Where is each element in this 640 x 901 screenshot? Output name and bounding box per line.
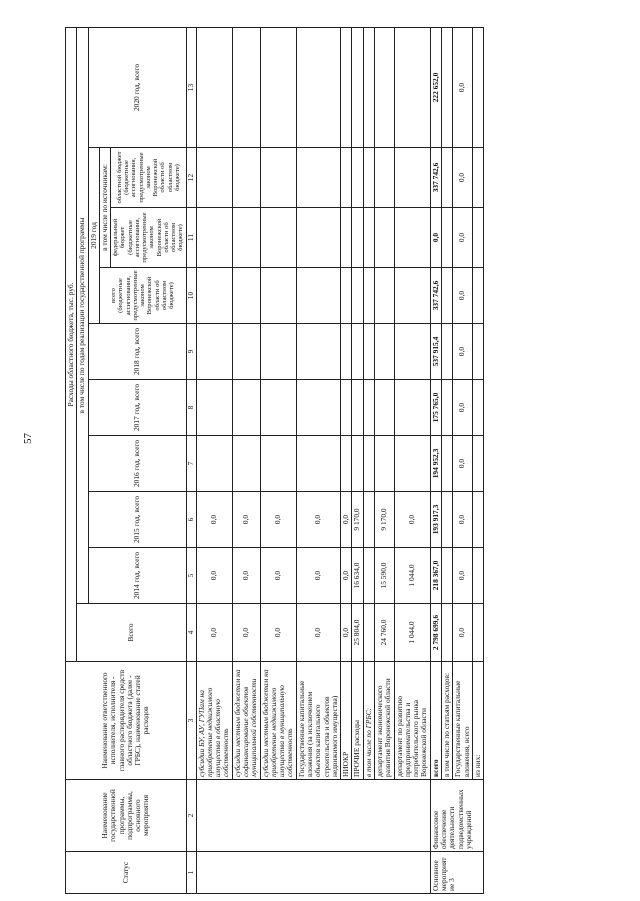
col-num: 10	[186, 268, 196, 324]
row-label: Государственные капитальные вложения (за исключением объектов капитального строительства и объектов недвижимого имущества)	[296, 662, 340, 780]
budget-table	[65, 27, 484, 894]
cell-2016: 194 952,3	[430, 436, 441, 492]
cell-2019-regional: 0,0	[453, 148, 473, 208]
header-2017: 2017 год, всего	[88, 380, 186, 436]
cell-2015: 0,0	[453, 492, 473, 548]
cell-2015: 0,0	[232, 492, 260, 548]
col-num: 1	[186, 852, 196, 894]
rotated-table-page	[65, 28, 625, 894]
main-event-total-row	[430, 28, 441, 894]
cell-total: 24 760,0	[374, 604, 394, 662]
cell-2018: 537 915,4	[430, 324, 441, 380]
cell-2014: 218 367,0	[430, 548, 441, 604]
header-2018: 2018 год, всего	[88, 324, 186, 380]
cell-total: 25 804,0	[352, 604, 363, 662]
row-label: Государственные капитальные вложения, всего	[453, 662, 473, 780]
cell-2015: 9 170,0	[352, 492, 363, 548]
header-regional: областной бюджет (бюджетные ассигнования, предусмотренные законом Воронежской области об областном бюджете)	[111, 148, 187, 208]
header-program-name: Наименование государственной программы, подпрограммы, основного мероприятия	[66, 780, 187, 852]
col-num: 8	[186, 380, 196, 436]
cell-total: 2 798 699,6	[430, 604, 441, 662]
row-label: в том числе по статьям расходов:	[441, 662, 452, 780]
cell-2016: 0,0	[453, 436, 473, 492]
table-row	[394, 28, 430, 894]
table-row	[341, 28, 352, 894]
cell-2014: 1 044,0	[394, 548, 430, 604]
cell-2014: 0,0	[260, 548, 296, 604]
header-2019-total: всего (бюджетные ассигнования, предусмотренные законом Воронежской области об областном бюджете)	[99, 268, 186, 324]
table-body	[196, 28, 483, 894]
header-2019: 2019 год	[88, 148, 99, 324]
cell-total: 0,0	[260, 604, 296, 662]
row-label: департамент по развитию предпринимательства и потребительского рынка Воронежской области	[394, 662, 430, 780]
cell-2015: 0,0	[196, 492, 232, 548]
cell-2020: 222 652,0	[430, 28, 441, 148]
cell-2015: 0,0	[341, 492, 352, 548]
col-num: 6	[186, 492, 196, 548]
cell-2014: 0,0	[196, 548, 232, 604]
row-label: субсидии местным бюджетам на приобретение недвижимого имущества в муниципальную собственность	[260, 662, 296, 780]
col-num: 9	[186, 324, 196, 380]
cell-2019-federal: 0,0	[430, 208, 441, 268]
cell-2014: 0,0	[232, 548, 260, 604]
table-row	[472, 28, 483, 894]
header-status: Статус	[66, 852, 187, 894]
cell-2017: 0,0	[453, 380, 473, 436]
col-num: 11	[186, 208, 196, 268]
cell-2018: 0,0	[453, 324, 473, 380]
header-expenses-title: Расходы областного бюджета, тыс. руб.	[66, 28, 77, 662]
cell-2015: 193 917,3	[430, 492, 441, 548]
cell-total: 0,0	[232, 604, 260, 662]
cell-total: 0,0	[341, 604, 352, 662]
col-num: 4	[186, 604, 196, 662]
cell-2014: 0,0	[341, 548, 352, 604]
table-row	[296, 28, 340, 894]
cell-2020: 0,0	[453, 28, 473, 148]
row-label: ПРОЧИЕ расходы	[352, 662, 363, 780]
cell-total: 0,0	[296, 604, 340, 662]
header-federal: федеральный бюджет (бюджетные ассигнования, предусмотренные законом Воронежской области об областном бюджете)	[111, 208, 187, 268]
main-event-name: Финансовое обеспечение деятельности подведомственных учреждений	[430, 780, 483, 852]
row-label: субсидии БУ, АУ, ГУПам на приобретение недвижимого имущества в областную собственность	[196, 662, 232, 780]
table-row	[453, 28, 473, 894]
cell-total: 0,0	[453, 604, 473, 662]
table-row	[232, 28, 260, 894]
header-by-years: в том числе по годам реализации государственной программы	[77, 28, 88, 604]
header-2015: 2015 год, всего	[88, 492, 186, 548]
header-by-sources: в том числе по источникам:	[99, 148, 110, 268]
row-label: НИОКР	[341, 662, 352, 780]
col-num: 13	[186, 28, 196, 148]
column-number-row	[186, 28, 196, 894]
table-row	[363, 28, 374, 894]
col-num: 7	[186, 436, 196, 492]
cell-2015: 9 170,0	[374, 492, 394, 548]
header-total: Всего	[77, 604, 186, 662]
cell-total: 0,0	[196, 604, 232, 662]
cell-total: 1 044,0	[394, 604, 430, 662]
cell-2017: 175 765,0	[430, 380, 441, 436]
row-label: из них:	[472, 662, 483, 780]
main-event-status: Основное мероприятие 3	[430, 852, 483, 894]
page-number: 57	[22, 433, 34, 444]
main-event-total-label: всего	[430, 662, 441, 780]
cell-2019-regional: 337 742,6	[430, 148, 441, 208]
cell-2015: 0,0	[260, 492, 296, 548]
row-label: субсидии местным бюджетам на софинансирование объектов муниципальной собственности	[232, 662, 260, 780]
col-num: 3	[186, 662, 196, 780]
row-label: департамент экономического развития Воронежской области	[374, 662, 394, 780]
table-row	[352, 28, 363, 894]
header-2014: 2014 год, всего	[88, 548, 186, 604]
table-row	[441, 28, 452, 894]
col-num: 2	[186, 780, 196, 852]
cell-2014: 15 590,0	[374, 548, 394, 604]
col-num: 5	[186, 548, 196, 604]
header-executor: Наименование ответственного исполнителя, исполнителя - главного распорядителя средств областного бюджета (далее - ГРБС), наименование статей расходов	[66, 662, 187, 780]
row-label: в том числе по ГРБС:	[363, 662, 374, 780]
cell-2015: 0,0	[394, 492, 430, 548]
cell-2019-federal: 0,0	[453, 208, 473, 268]
cell-2014: 0,0	[296, 548, 340, 604]
cell-2019-total: 0,0	[453, 268, 473, 324]
col-num: 12	[186, 148, 196, 208]
cell-2014: 0,0	[453, 548, 473, 604]
cell-2019-total: 337 742,6	[430, 268, 441, 324]
header-2020: 2020 год, всего	[88, 28, 186, 148]
cell-2014: 16 634,0	[352, 548, 363, 604]
table-row	[260, 28, 296, 894]
header-2016: 2016 год, всего	[88, 436, 186, 492]
cell-2015: 0,0	[296, 492, 340, 548]
table-row	[196, 28, 232, 894]
table-row	[374, 28, 394, 894]
